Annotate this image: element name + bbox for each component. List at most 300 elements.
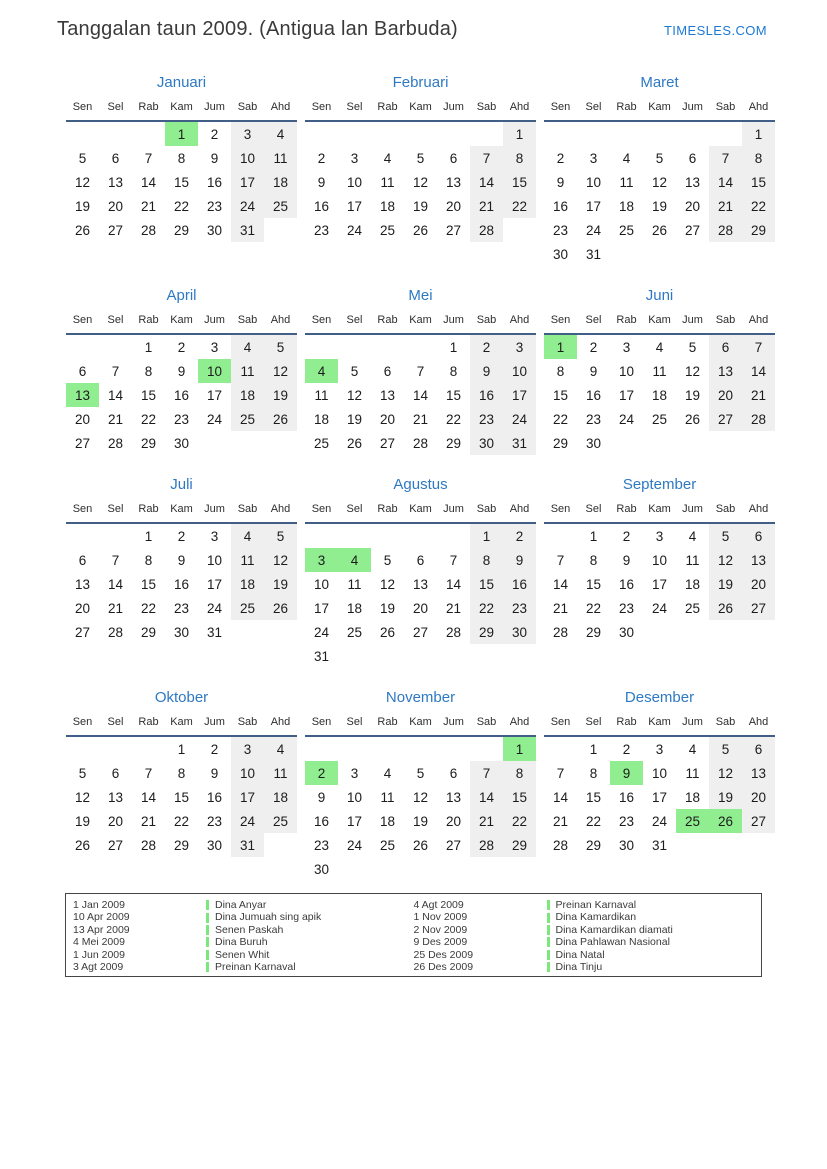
day-cell: 6 [78,363,87,379]
day-cell: 16 [206,174,223,190]
day-cell: 2 [177,528,186,544]
day-cell: 16 [503,572,536,596]
day-cell: 23 [618,600,635,616]
day-cell: 7 [709,146,742,170]
weekday-label: Rab [377,716,398,728]
day-cell: 16 [585,387,602,403]
brand-link[interactable]: TIMESLES.COM [663,23,767,38]
day-cell: 12 [379,576,396,592]
weekday-label: Sen [72,314,93,326]
day-cell: 26 [346,435,363,451]
legend-marker-icon [206,913,209,923]
weekday-label: Sel [346,101,363,113]
day-cell: 4 [383,150,392,166]
day-cell: 29 [173,837,190,853]
weekday-label: Rab [138,101,159,113]
legend-holiday-name: Preinan Karnaval [555,898,637,911]
day-cell: 6 [383,363,392,379]
day-cell: 30 [585,435,602,451]
weekday-label: Jum [682,503,703,515]
holiday-day-cell: 2 [305,761,338,785]
day-cell: 16 [206,789,223,805]
day-grid [305,737,536,881]
day-cell: 23 [173,600,190,616]
day-cell: 7 [144,150,153,166]
day-cell: 12 [684,363,701,379]
day-cell: 25 [264,194,297,218]
empty-day-cell [99,524,132,548]
weekday-label: Ahd [509,314,530,326]
day-cell: 19 [74,198,91,214]
weekday-label: Jum [204,314,225,326]
weekday-label: Rab [377,503,398,515]
day-cell: 3 [231,122,264,146]
weekday-label: Sen [72,101,93,113]
weekday-label: Sab [476,503,497,515]
day-cell: 29 [585,837,602,853]
weekday-label: Sen [72,503,93,515]
day-cell: 8 [144,552,153,568]
day-cell: 17 [346,813,363,829]
day-cell: 3 [350,150,359,166]
day-cell: 10 [503,359,536,383]
day-cell: 16 [173,387,190,403]
empty-day-cell [132,737,165,761]
day-cell: 31 [206,624,223,640]
day-cell: 2 [210,741,219,757]
weekday-label: Sab [715,101,736,113]
day-cell: 30 [503,620,536,644]
day-cell: 13 [379,387,396,403]
day-cell: 15 [552,387,569,403]
day-cell: 12 [709,548,742,572]
day-cell: 6 [111,765,120,781]
day-cell: 11 [314,387,329,403]
day-cell: 24 [346,222,363,238]
day-cell: 3 [655,528,664,544]
day-cell: 21 [140,813,157,829]
day-cell: 9 [470,359,503,383]
weekday-label: Sab [715,716,736,728]
day-cell: 11 [380,174,395,190]
day-cell: 24 [585,222,602,238]
weekday-label: Sen [311,716,332,728]
day-cell: 10 [651,552,668,568]
day-cell: 26 [709,596,742,620]
day-cell: 15 [470,572,503,596]
legend-holiday-name: Dina Tinju [555,960,603,973]
month-title: Februari [392,74,449,91]
day-cell: 28 [470,218,503,242]
day-cell: 13 [742,548,775,572]
day-cell: 7 [111,363,120,379]
day-cell: 28 [552,624,569,640]
weekday-label: Sab [237,314,258,326]
day-cell: 24 [503,407,536,431]
day-cell: 10 [313,576,330,592]
day-cell: 29 [552,435,569,451]
weekday-label: Rab [138,716,159,728]
day-cell: 18 [379,198,396,214]
day-cell: 25 [313,435,330,451]
day-cell: 28 [140,222,157,238]
day-cell: 18 [231,383,264,407]
day-cell: 14 [552,576,569,592]
weekday-label: Jum [443,503,464,515]
day-cell: 30 [618,837,635,853]
empty-day-cell [338,737,371,761]
day-cell: 24 [346,837,363,853]
day-cell: 4 [231,524,264,548]
day-cell: 13 [709,359,742,383]
day-cell: 7 [742,335,775,359]
day-cell: 8 [177,765,186,781]
weekday-label: Sab [715,503,736,515]
legend-entry [547,911,755,923]
day-cell: 14 [107,387,124,403]
month-desember [544,688,775,857]
day-cell: 22 [552,411,569,427]
legend-marker-icon [547,925,550,935]
empty-day-cell [577,122,610,146]
month-agustus [305,475,536,668]
weekday-label: Sab [237,716,258,728]
legend-entry [206,936,414,948]
holiday-day-cell: 26 [709,809,742,833]
day-cell: 24 [206,411,223,427]
day-cell: 19 [379,600,396,616]
day-cell: 27 [684,222,701,238]
day-cell: 13 [742,761,775,785]
day-cell: 27 [379,435,396,451]
weekday-label: Sen [311,101,332,113]
day-cell: 30 [206,837,223,853]
day-cell: 6 [111,150,120,166]
legend-holiday-name: Dina Natal [555,948,605,961]
day-cell: 23 [470,407,503,431]
day-cell: 13 [445,789,462,805]
day-cell: 27 [445,837,462,853]
legend-marker-icon [547,962,550,972]
day-cell: 7 [470,146,503,170]
day-cell: 9 [503,548,536,572]
day-cell: 2 [622,741,631,757]
day-cell: 28 [445,624,462,640]
weekday-label: Sel [346,716,363,728]
weekday-label: Rab [377,101,398,113]
weekday-header [305,99,536,122]
weekday-header [66,312,297,335]
day-cell: 4 [688,741,697,757]
weekday-label: Ahd [509,101,530,113]
day-cell: 9 [177,552,186,568]
day-cell: 18 [684,576,701,592]
holiday-day-cell: 13 [66,383,99,407]
weekday-label: Sel [585,314,602,326]
day-cell: 25 [618,222,635,238]
day-cell: 18 [651,387,668,403]
day-cell: 16 [313,813,330,829]
day-cell: 2 [317,150,326,166]
weekday-header [305,312,536,335]
legend-date: 2 Nov 2009 [413,923,468,936]
day-cell: 9 [210,765,219,781]
weekday-label: Ahd [748,314,769,326]
month-title: Juni [645,287,674,304]
weekday-label: Kam [170,314,193,326]
day-cell: 27 [107,837,124,853]
empty-day-cell [305,737,338,761]
empty-day-cell [544,122,577,146]
day-cell: 19 [709,572,742,596]
holiday-day-cell: 3 [305,548,338,572]
weekday-label: Rab [616,314,637,326]
day-cell: 23 [313,837,330,853]
day-cell: 20 [709,383,742,407]
day-cell: 17 [503,383,536,407]
weekday-label: Rab [138,503,159,515]
day-cell: 15 [140,387,157,403]
day-cell: 30 [313,861,330,877]
weekday-label: Rab [377,314,398,326]
day-cell: 4 [264,122,297,146]
day-cell: 3 [503,335,536,359]
day-cell: 7 [556,765,565,781]
empty-day-cell [437,122,470,146]
day-cell: 5 [78,150,87,166]
weekday-label: Sab [715,314,736,326]
weekday-header [544,714,775,737]
day-cell: 1 [177,741,186,757]
month-title: Desember [624,689,695,706]
holiday-day-cell: 4 [305,359,338,383]
month-januari [66,73,297,242]
day-cell: 8 [589,552,598,568]
day-cell: 27 [742,809,775,833]
weekday-label: Kam [170,503,193,515]
day-cell: 13 [412,576,429,592]
day-cell: 18 [313,411,330,427]
day-cell: 14 [552,789,569,805]
day-cell: 5 [383,552,392,568]
day-cell: 29 [585,624,602,640]
day-cell: 17 [651,789,668,805]
day-cell: 30 [618,624,635,640]
day-cell: 1 [503,122,536,146]
day-cell: 29 [503,833,536,857]
day-cell: 8 [144,363,153,379]
empty-day-cell [371,122,404,146]
day-cell: 25 [231,407,264,431]
day-cell: 18 [684,789,701,805]
day-cell: 30 [206,222,223,238]
weekday-header [305,714,536,737]
day-cell: 7 [111,552,120,568]
day-cell: 27 [709,407,742,431]
legend-date: 1 Jan 2009 [73,899,125,911]
day-cell: 5 [709,737,742,761]
day-cell: 5 [688,339,697,355]
day-cell: 15 [585,576,602,592]
empty-day-cell [338,335,371,359]
day-cell: 21 [552,813,569,829]
weekday-label: Jum [204,716,225,728]
weekday-label: Jum [682,716,703,728]
holiday-day-cell: 10 [198,359,231,383]
day-cell: 20 [445,813,462,829]
legend-date: 26 Des 2009 [413,960,474,973]
day-cell: 15 [585,789,602,805]
legend-column [73,899,414,973]
day-cell: 6 [709,335,742,359]
day-cell: 14 [412,387,429,403]
weekday-label: Kam [170,716,193,728]
day-cell: 24 [206,600,223,616]
day-cell: 16 [173,576,190,592]
day-cell: 31 [231,833,264,857]
day-cell: 1 [449,339,458,355]
day-cell: 8 [503,146,536,170]
day-cell: 19 [346,411,363,427]
day-cell: 13 [74,576,91,592]
day-cell: 27 [74,624,91,640]
day-cell: 26 [264,596,297,620]
day-cell: 16 [618,789,635,805]
day-cell: 24 [313,624,330,640]
legend-entry [547,924,755,936]
year-calendar-grid [66,73,769,881]
legend-entry [547,936,755,948]
day-grid [305,524,536,668]
day-cell: 18 [264,170,297,194]
day-cell: 15 [445,387,462,403]
day-cell: 19 [709,785,742,809]
day-cell: 10 [231,146,264,170]
holiday-day-cell: 1 [503,737,536,761]
weekday-label: Kam [409,314,432,326]
day-cell: 3 [655,741,664,757]
legend-entry [547,899,755,911]
day-cell: 22 [140,411,157,427]
day-cell: 5 [350,363,359,379]
day-cell: 27 [445,222,462,238]
legend-entry [206,961,414,973]
weekday-label: Sel [107,716,124,728]
day-cell: 8 [470,548,503,572]
day-cell: 14 [709,170,742,194]
day-cell: 14 [742,359,775,383]
day-cell: 2 [470,335,503,359]
weekday-label: Sab [237,503,258,515]
day-cell: 24 [651,813,668,829]
day-cell: 27 [107,222,124,238]
month-mei [305,286,536,455]
day-cell: 11 [685,552,700,568]
day-cell: 26 [684,411,701,427]
legend-date: 13 Apr 2009 [73,923,130,936]
weekday-label: Sen [311,314,332,326]
empty-day-cell [99,122,132,146]
day-cell: 23 [313,222,330,238]
empty-day-cell [371,335,404,359]
day-cell: 6 [742,524,775,548]
weekday-label: Sel [107,101,124,113]
day-cell: 12 [346,387,363,403]
day-grid [66,524,297,644]
weekday-label: Kam [409,503,432,515]
day-cell: 26 [651,222,668,238]
day-cell: 6 [449,150,458,166]
day-cell: 15 [173,174,190,190]
weekday-label: Kam [648,503,671,515]
day-cell: 12 [264,548,297,572]
day-cell: 11 [231,548,264,572]
day-cell: 2 [622,528,631,544]
weekday-label: Ahd [748,101,769,113]
legend-marker-icon [547,950,550,960]
day-cell: 3 [231,737,264,761]
holiday-day-cell: 1 [544,335,577,359]
day-cell: 7 [144,765,153,781]
legend-holiday-name: Dina Buruh [215,936,268,949]
empty-day-cell [132,122,165,146]
day-cell: 1 [144,339,153,355]
empty-day-cell [643,122,676,146]
empty-day-cell [676,122,709,146]
day-cell: 12 [412,789,429,805]
day-grid [305,122,536,242]
day-cell: 11 [231,359,264,383]
day-cell: 10 [346,174,363,190]
weekday-header [305,501,536,524]
day-cell: 27 [412,624,429,640]
weekday-label: Ahd [270,503,291,515]
weekday-label: Jum [443,101,464,113]
day-cell: 10 [618,363,635,379]
day-grid [544,335,775,455]
day-cell: 21 [470,809,503,833]
empty-day-cell [610,122,643,146]
day-cell: 2 [556,150,565,166]
legend-holiday-name: Dina Jumuah sing apik [215,911,322,924]
day-cell: 1 [742,122,775,146]
legend-column [414,899,755,973]
day-cell: 17 [231,785,264,809]
day-cell: 3 [622,339,631,355]
day-cell: 17 [206,576,223,592]
weekday-label: Kam [648,716,671,728]
day-cell: 24 [231,809,264,833]
day-cell: 8 [449,363,458,379]
day-cell: 1 [589,741,598,757]
weekday-label: Sen [550,314,571,326]
weekday-label: Sab [476,716,497,728]
day-cell: 10 [206,552,223,568]
day-cell: 21 [470,194,503,218]
day-cell: 22 [173,813,190,829]
legend-entry [206,899,414,911]
legend-marker-icon [547,937,550,947]
weekday-label: Sen [311,503,332,515]
legend-marker-icon [547,900,550,910]
day-cell: 8 [589,765,598,781]
day-cell: 31 [503,431,536,455]
day-cell: 29 [140,435,157,451]
day-cell: 15 [503,170,536,194]
day-grid [544,122,775,266]
day-cell: 20 [379,411,396,427]
legend-date: 9 Des 2009 [413,936,468,949]
